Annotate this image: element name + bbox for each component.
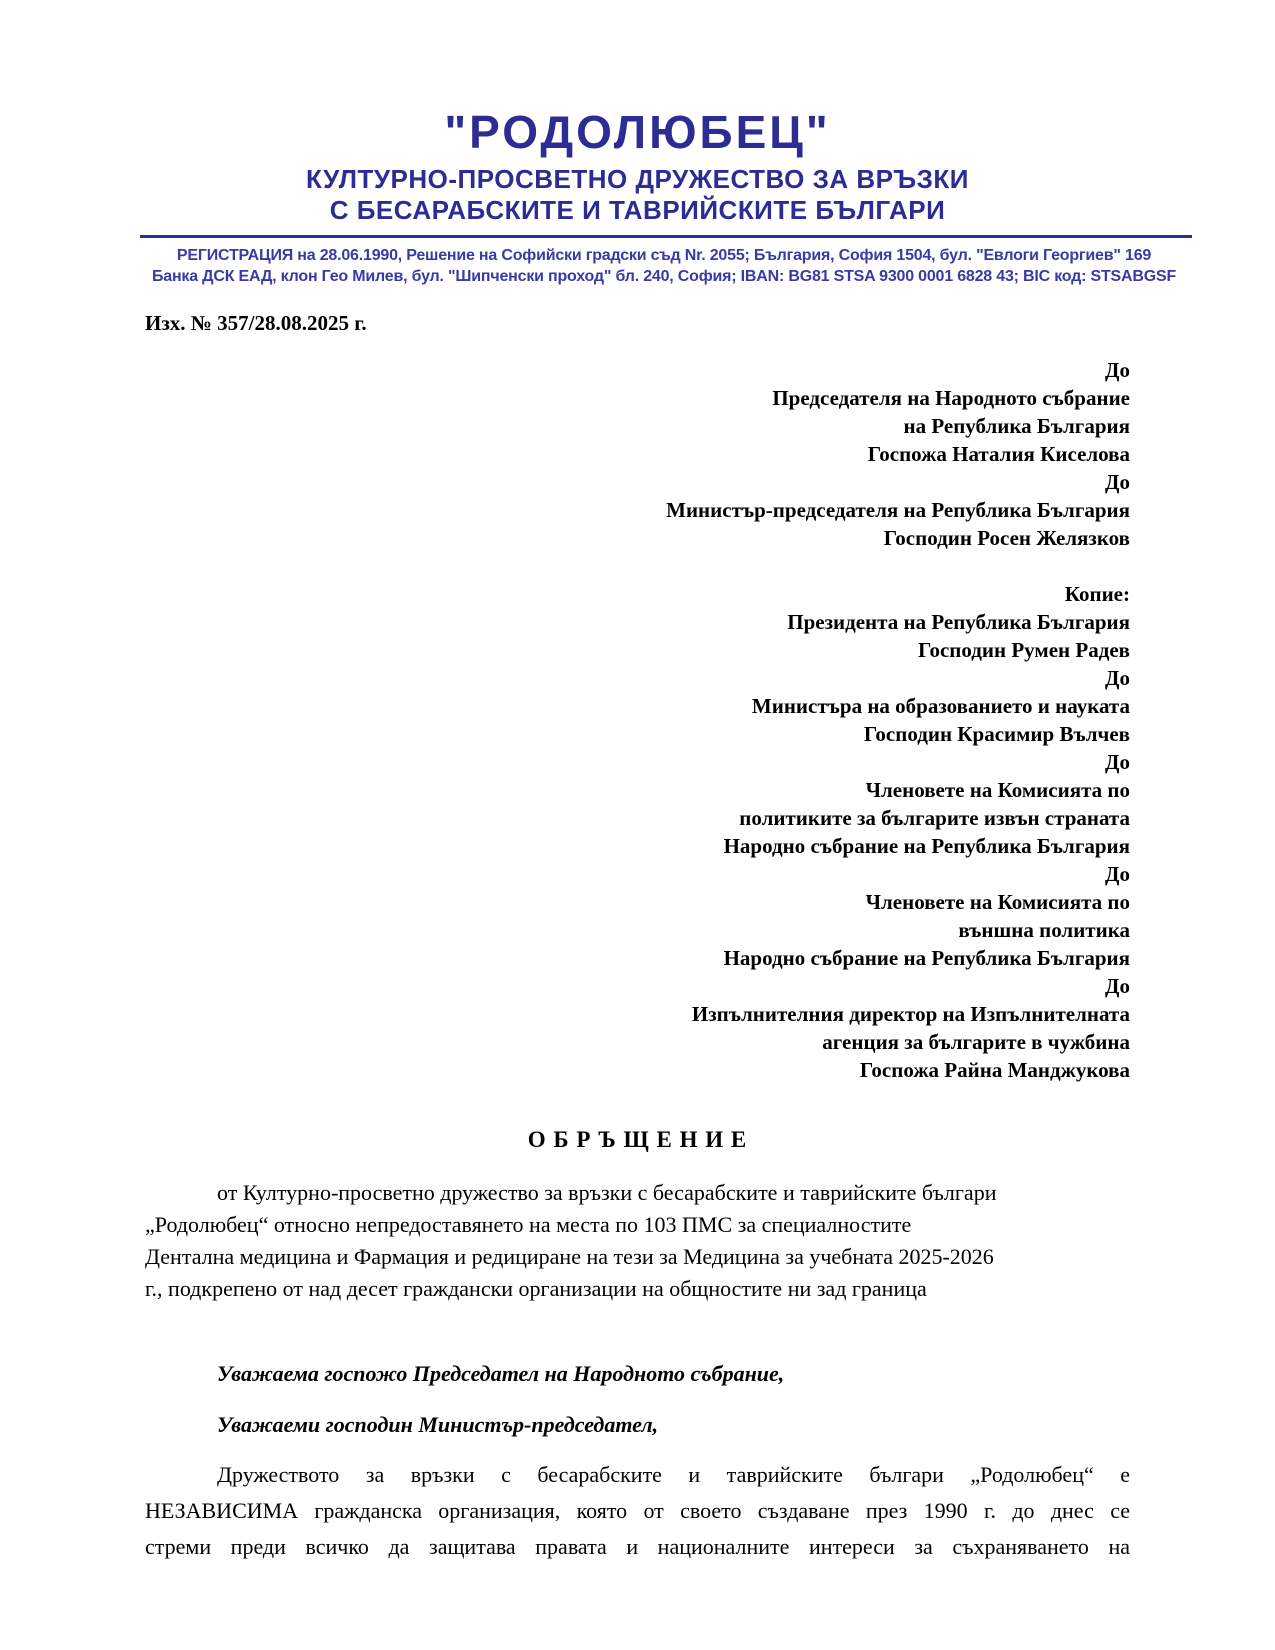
- addressee-line: Изпълнителния директор на Изпълнителната: [691, 1002, 1130, 1026]
- addressee-line: Народно събрание на Република България: [723, 834, 1130, 858]
- organization-title: "РОДОЛЮБЕЦ": [444, 106, 831, 158]
- subject-line: „Родолюбец“ относно непредоставянето на места по 103 ПМС за специалностите: [145, 1212, 912, 1237]
- document-title: О Б Р Ъ Щ Е Н И Е: [527, 1127, 748, 1152]
- addressee-line: Копие:: [1064, 582, 1130, 606]
- addressee-line: Членовете на Комисията по: [865, 778, 1130, 802]
- letterhead: [145, 0, 1177, 287]
- registration-line1: РЕГИСТРАЦИЯ на 28.06.1990, Решение на Софийски градски съд Nr. 2055; България, София 1504, бул. "Евлоги Георгиев" 169: [176, 247, 1152, 264]
- addressee-line: агенция за българите в чужбина: [822, 1030, 1130, 1054]
- subject-paragraph: [145, 1177, 1130, 1305]
- addressee-line: външна политика: [958, 918, 1130, 942]
- addressee-line: Министър-председателя на Република България: [666, 498, 1130, 522]
- body-paragraph: [145, 1457, 1130, 1565]
- addressee-line: До: [1105, 750, 1130, 774]
- registration-line2: Банка ДСК ЕАД, клон Гео Милев, бул. "Шипченски проход" бл. 240, София; IBAN: BG81 STSA 9300 0001 6828 43; BIC код: STSABGSF: [151, 268, 1177, 285]
- addressee-line: Председателя на Народното събрание: [772, 386, 1130, 410]
- body-line: стреми преди всичко да защитава правата и националните интереси за съхраняването на: [145, 1534, 1130, 1559]
- salutation-chairperson: Уважаема госпожо Председател на Народното събрание,: [217, 1361, 785, 1386]
- addressee-line: Членовете на Комисията по: [865, 890, 1130, 914]
- subject-line: от Културно-просветно дружество за връзки с бесарабските и таврийските българи: [217, 1180, 997, 1205]
- addressee-line: Министъра на образованието и науката: [751, 694, 1130, 718]
- addressee-group-gap: [145, 552, 1130, 580]
- addressee-line: До: [1105, 666, 1130, 690]
- body-line: НЕЗАВИСИМА гражданска организация, която от своето създаване през 1990 г. до днес се: [145, 1498, 1130, 1523]
- registration-block: [133, 245, 1195, 287]
- addressee-block: [145, 356, 1130, 1084]
- body-line: Дружеството за връзки с бесарабските и таврийските българи „Родолюбец“ е: [217, 1462, 1130, 1487]
- addressee-line: До: [1105, 470, 1130, 494]
- salutation-prime-minister: Уважаеми господин Министър-председател,: [217, 1412, 659, 1437]
- addressee-line: Госпожа Райна Манджукова: [859, 1058, 1130, 1082]
- organization-subtitle-line1: КУЛТУРНО-ПРОСВЕТНО ДРУЖЕСТВО ЗА ВРЪЗКИ: [306, 164, 969, 194]
- addressee-line: на Република България: [903, 414, 1130, 438]
- addressee-line: Господин Росен Желязков: [883, 526, 1130, 550]
- addressee-line: Господин Румен Радев: [917, 638, 1130, 662]
- subject-line: г., подкрепено от над десет граждански организации на общностите ни зад граница: [145, 1276, 927, 1301]
- addressee-line: До: [1105, 974, 1130, 998]
- addressee-line: До: [1105, 862, 1130, 886]
- outgoing-reference-number: Изх. № 357/28.08.2025 г.: [145, 311, 367, 335]
- addressee-line: До: [1105, 358, 1130, 382]
- addressee-line: Господин Красимир Вълчев: [863, 722, 1130, 746]
- addressee-line: Президента на Република България: [787, 610, 1130, 634]
- subject-line: Дентална медицина и Фармация и редициране на тези за Медицина за учебната 2025-2026: [145, 1244, 994, 1269]
- addressee-line: Народно събрание на Република България: [723, 946, 1130, 970]
- addressee-line: политиките за българите извън страната: [739, 806, 1130, 830]
- organization-subtitle-line2: С БЕСАРАБСКИТЕ И ТАВРИЙСКИТЕ БЪЛГАРИ: [329, 195, 946, 225]
- letterhead-divider: [140, 235, 1192, 238]
- addressee-line: Госпожа Наталия Киселова: [867, 442, 1130, 466]
